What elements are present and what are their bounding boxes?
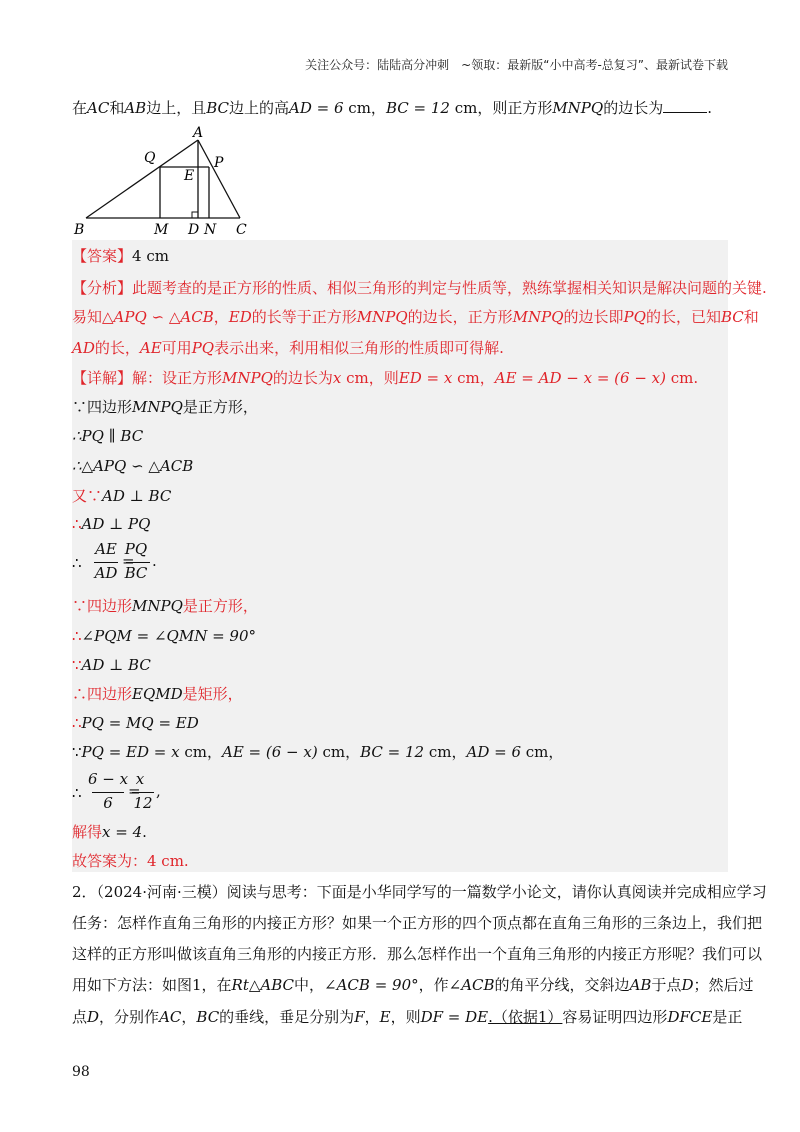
- label-M: M: [154, 222, 169, 238]
- detail-line-8: ∵四边形MNPQ是正方形，: [72, 597, 258, 615]
- question-line: 在AC和AB边上，且BC边上的高AD = 6 cm，BC = 12 cm，则正方形MNPQ的边长为 .: [72, 99, 712, 117]
- fraction-eq-2: 6 − x 6 = x 12 ,: [87, 770, 161, 812]
- label-C: C: [236, 222, 247, 238]
- label-N: N: [204, 222, 217, 238]
- q2-line-3: 这样的正方形叫做该直角三角形的内接正方形．那么怎样作出一个直角三角形的内接正方形呢？我们可以: [72, 945, 763, 963]
- analysis-line-1: 【分析】此题考查的是正方形的性质、相似三角形的判定与性质等，熟练掌握相关知识是解决问题的关键.: [72, 279, 767, 297]
- detail-line-5: 又∵AD ⊥ BC: [72, 487, 172, 505]
- detail-line-6: ∴AD ⊥ PQ: [72, 515, 151, 533]
- detail-line-2: ∵四边形MNPQ是正方形，: [72, 398, 258, 416]
- q2-line-4: 用如下方法：如图1，在Rt△ABC中，∠ACB = 90°，作∠ACB的角平分线，交斜边AB于点D；然后过: [72, 976, 754, 994]
- detail-line-11: ∴四边形EQMD是矩形，: [72, 685, 243, 703]
- detail-line-7-prefix: ∴: [72, 554, 82, 572]
- detail-line-9: ∴∠PQM = ∠QMN = 90°: [72, 627, 257, 645]
- answer-blank: [663, 98, 707, 113]
- analysis-line-3: AD的长，AE可用PQ表示出来，利用相似三角形的性质即可得解.: [72, 339, 504, 357]
- q2-line-5: 点D，分别作AC，BC的垂线，垂足分别为F，E，则DF = DE.（依据1）容易证明四边形DFCE是正: [72, 1008, 743, 1026]
- detail-line-1: 【详解】解：设正方形MNPQ的边长为x cm，则ED = x cm，AE = AD − x = (6 − x) cm.: [72, 369, 699, 387]
- label-E: E: [184, 168, 195, 184]
- q2-line-1: 2．（2024·河南·三模）阅读与思考：下面是小华同学写的一篇数学小论文，请你认真阅读并完成相应学习: [72, 883, 767, 901]
- analysis-line-2: 易知△APQ ∽ △ACB，ED的长等于正方形MNPQ的边长，正方形MNPQ的边长即PQ的长，已知BC和: [72, 308, 759, 326]
- detail-line-13: ∵PQ = ED = x cm，AE = (6 − x) cm，BC = 12 cm，AD = 6 cm，: [72, 743, 564, 761]
- answer-line: 【答案】4 cm: [72, 247, 169, 265]
- detail-line-15: 解得x = 4.: [72, 823, 147, 841]
- fraction-eq-1: AE AD = PQ BC .: [94, 540, 157, 582]
- triangle-figure: [60, 122, 280, 238]
- detail-line-10: ∵AD ⊥ BC: [72, 656, 151, 674]
- label-Q: Q: [144, 150, 156, 166]
- detail-line-16: 故答案为：4 cm.: [72, 852, 189, 870]
- q2-line-2: 任务：怎样作直角三角形的内接正方形？如果一个正方形的四个顶点都在直角三角形的三条边上，我们把: [72, 914, 763, 932]
- detail-line-3: ∴PQ ∥ BC: [72, 427, 144, 445]
- label-D: D: [188, 222, 200, 238]
- detail-line-14-prefix: ∴: [72, 784, 82, 802]
- page-number: 98: [72, 1064, 90, 1080]
- page-header: 关注公众号：陆陆高分冲刺 ~领取：最新版“小中高考-总复习”、最新试卷下载: [305, 58, 728, 72]
- label-P: P: [214, 155, 224, 171]
- detail-line-4: ∴△APQ ∽ △ACB: [72, 457, 194, 475]
- label-B: B: [74, 222, 85, 238]
- detail-line-12: ∴PQ = MQ = ED: [72, 714, 199, 732]
- label-A: A: [193, 125, 204, 141]
